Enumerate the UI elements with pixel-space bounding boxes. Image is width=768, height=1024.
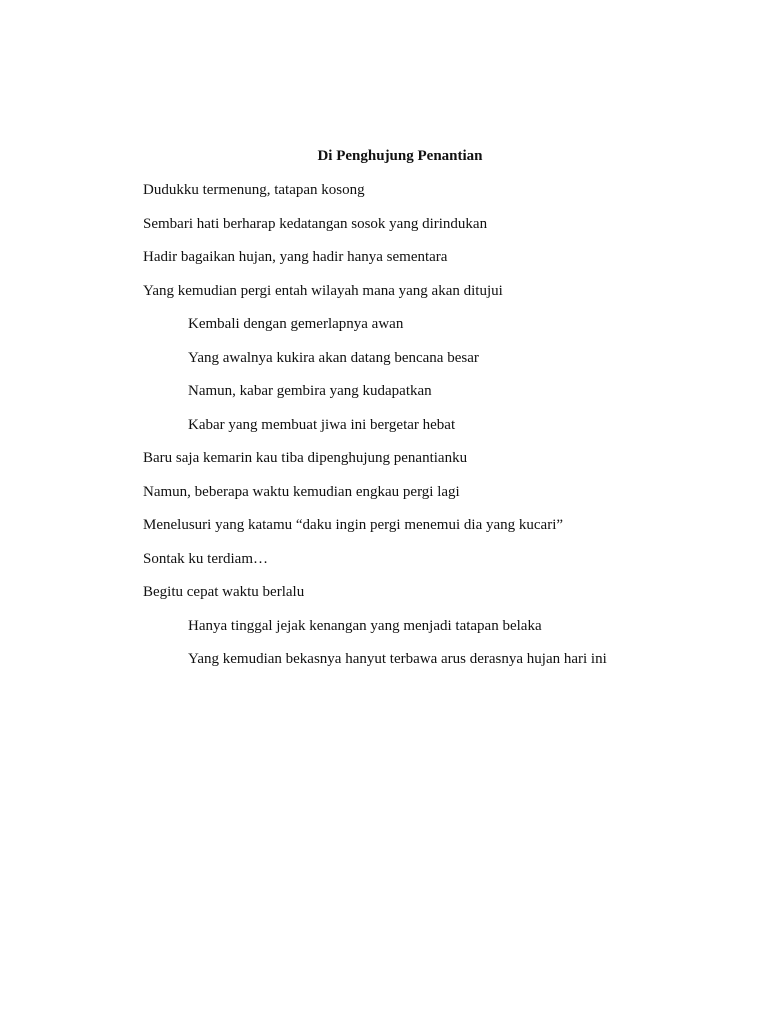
poem-line: Kembali dengan gemerlapnya awan [188, 316, 404, 332]
poem-line: Sembari hati berharap kedatangan sosok yang dirindukan [143, 215, 488, 232]
poem-line: Hanya tinggal jejak kenangan yang menjadi tatapan belaka [188, 617, 542, 634]
poem-line: Hadir bagaikan hujan, yang hadir hanya sementara [143, 249, 448, 265]
poem-line: Dudukku termenung, tatapan kosong [143, 182, 365, 198]
poem-line: Baru saja kemarin kau tiba dipenghujung penantianku [143, 450, 468, 466]
poem-line: Namun, kabar gembira yang kudapatkan [188, 383, 432, 399]
poem-line: Sontak ku terdiam… [143, 550, 268, 567]
poem-body [143, 180, 743, 683]
poem-line: Namun, beberapa waktu kemudian engkau pergi lagi [143, 483, 460, 500]
poem-line: Begitu cepat waktu berlalu [143, 584, 305, 600]
poem-line: Menelusuri yang katamu “daku ingin pergi menemui dia yang kucari” [143, 517, 564, 533]
poem-line: Yang kemudian bekasnya hanyut terbawa arus derasnya hujan hari ini [188, 651, 607, 667]
poem-title: Di Penghujung Penantian [317, 148, 483, 164]
poem-line: Yang awalnya kukira akan datang bencana besar [188, 349, 479, 366]
poem-line: Kabar yang membuat jiwa ini bergetar hebat [188, 416, 456, 433]
poem-line: Yang kemudian pergi entah wilayah mana yang akan ditujui [143, 282, 503, 299]
